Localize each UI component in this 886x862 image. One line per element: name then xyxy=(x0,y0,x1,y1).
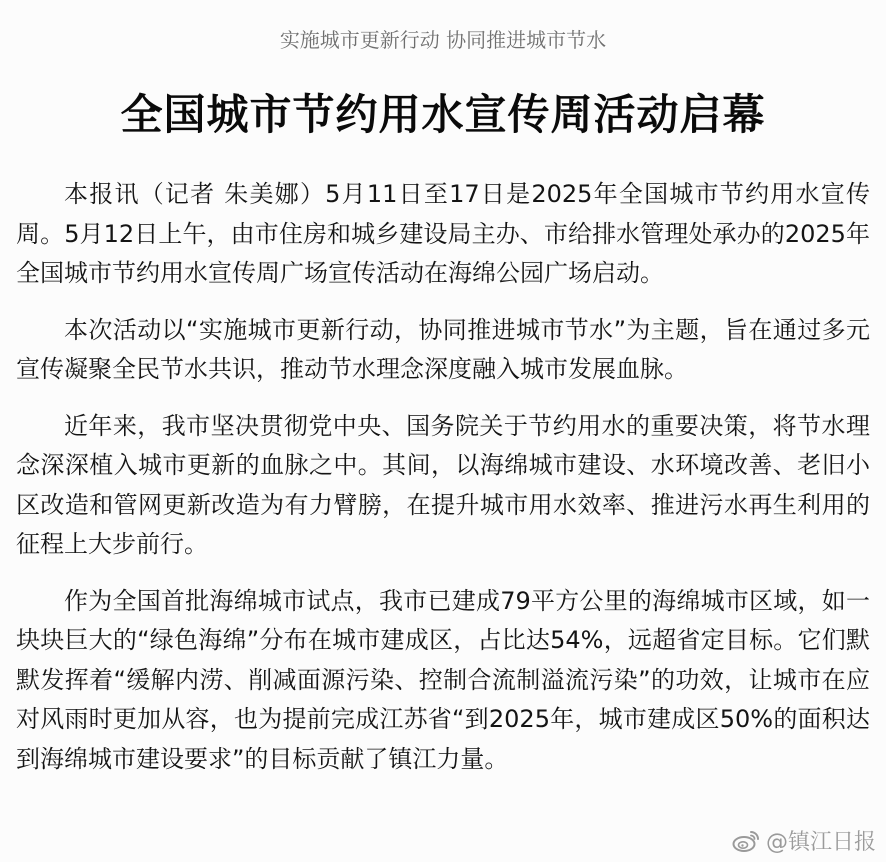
paragraph: 近年来，我市坚决贯彻党中央、国务院关于节约用水的重要决策，将节水理念深深植入城市更新的血脉之中。其间，以海绵城市建设、水环境改善、老旧小区改造和管网更新改造为有力臂膀，在提升城市用水效率、推进污水再生利用的征程上大步前行。 xyxy=(16,411,870,558)
paragraph: 本次活动以“实施城市更新行动，协同推进城市节水”为主题，旨在通过多元宣传凝聚全民节水共识，推动节水理念深度融入城市发展血脉。 xyxy=(16,315,870,383)
paragraph: 作为全国首批海绵城市试点，我市已建成79平方公里的海绵城市区域，如一块块巨大的“绿色海绵”分布在城市建成区，占比达54%，远超省定目标。它们默默发挥着“缓解内涝、削减面源污染、控制合流制溢流污染”的功效，让城市在应对风雨时更加从容，也为提前完成江苏省“到2025年，城市建成区50%的面积达到海绵城市建设要求”的目标贡献了镇江力量。 xyxy=(16,586,870,773)
article-body xyxy=(16,175,870,796)
article-subtitle: 实施城市更新行动 协同推进城市节水 xyxy=(279,28,607,52)
paragraph: 本报讯（记者 朱美娜）5月11日至17日是2025年全国城市节约用水宣传周。5月12日上午，由市住房和城乡建设局主办、市给排水管理处承办的2025年全国城市节约用水宣传周广场宣传活动在海绵公园广场启动。 xyxy=(16,180,870,287)
article-title: 全国城市节约用水宣传周活动启幕 xyxy=(120,90,766,139)
watermark-text: @镇江日报 xyxy=(765,830,876,855)
weibo-icon xyxy=(732,829,760,853)
watermark xyxy=(732,825,876,856)
